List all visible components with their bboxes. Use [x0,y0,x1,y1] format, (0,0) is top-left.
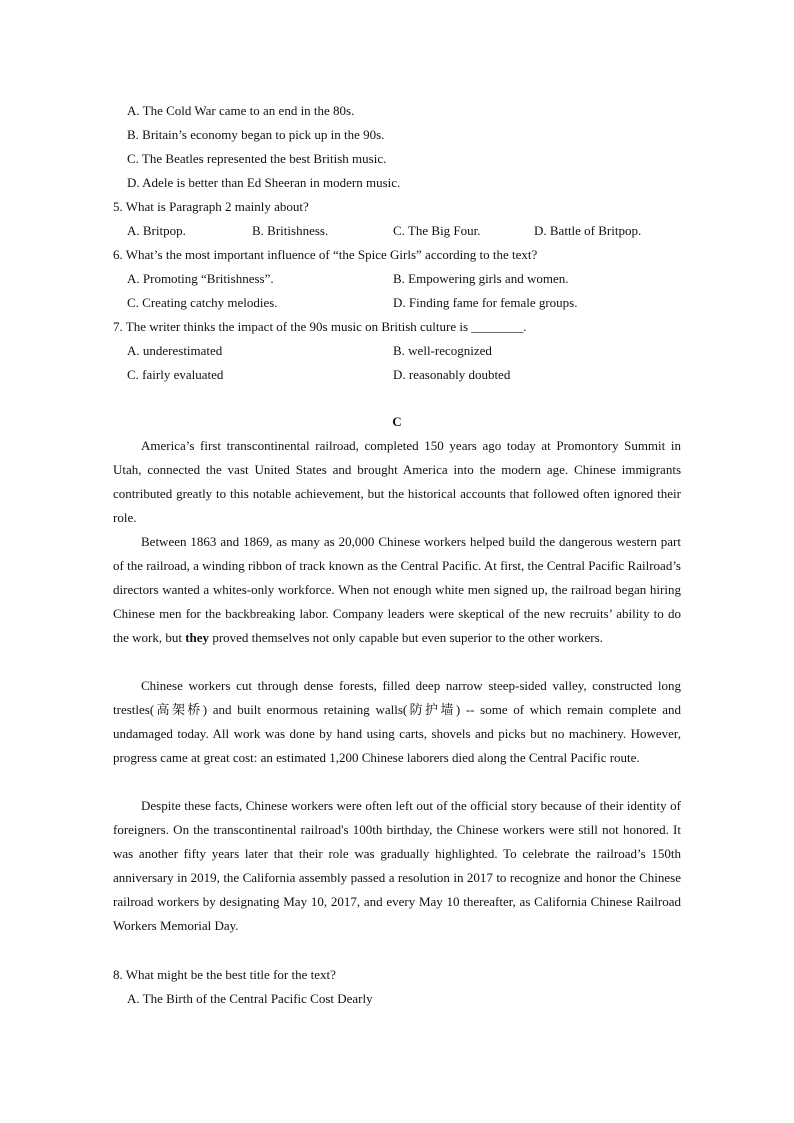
section-title: C [392,414,402,429]
passage-paragraph-3 [113,674,681,770]
q8-question: 8. What might be the best title for the text? [113,967,336,982]
q5-option-d: D. Battle of Britpop. [534,223,642,238]
q4-option-c: C. The Beatles represented the best British music. [127,151,387,166]
q7-option-b: B. well-recognized [393,343,492,358]
q4-option-b: B. Britain’s economy began to pick up in the 90s. [127,127,385,142]
q6-option-d: D. Finding fame for female groups. [393,295,578,310]
q6-option-b: B. Empowering girls and women. [393,271,569,286]
passage-paragraph-2 [113,530,681,650]
q5-option-b: B. Britishness. [252,223,329,238]
q6-question: 6. What’s the most important influence of “the Spice Girls” according to the text? [113,247,538,262]
q6-option-c: C. Creating catchy melodies. [127,295,278,310]
paragraph-4-text: Despite these facts, Chinese workers were often left out of the official story because of their identity of foreigners. On the transcontinental railroad's 100th birthday, the Chinese workers were still not honored. It was another fifty years later that their role was gradually highlighted. To celebrate the railroad’s 150th anniversary in 2019, the California assembly passed a resolution in 2017 to recognize and honor the Chinese railroad workers by designating May 10, 2017, and every May 10 thereafter, as California Chinese Railroad Workers Memorial Day. [113,798,681,933]
paragraph-2-bold-word: they [185,630,210,645]
q7-option-c: C. fairly evaluated [127,367,224,382]
q7-option-a: A. underestimated [127,343,223,358]
q5-option-a: A. Britpop. [127,223,186,238]
q7-option-d: D. reasonably doubted [393,367,511,382]
passage-paragraph-1 [113,434,681,530]
paragraph-2-text-end: proved themselves not only capable but even superior to the other workers. [209,630,603,645]
paragraph-3-text: Chinese workers cut through dense forests, filled deep narrow steep-sided valley, constructed long trestles(高架桥) and built enormous retaining walls(防护墙) -- some of which remain complete and undamaged today. All work was done by hand using carts, shovels and picks but no machinery. However, progress came at great cost: an estimated 1,200 Chinese laborers died along the Central Pacific route. [113,678,681,765]
q5-option-c: C. The Big Four. [393,223,481,238]
q4-option-d: D. Adele is better than Ed Sheeran in modern music. [127,175,401,190]
q6-option-a: A. Promoting “Britishness”. [127,271,274,286]
paragraph-1-text: America’s first transcontinental railroad, completed 150 years ago today at Promontory Summit in Utah, connected the vast United States and brought America into the modern age. Chinese immigrants contributed greatly to this notable achievement, but the historical accounts that followed often ignored their role. [113,438,681,525]
q8-option-a: A. The Birth of the Central Pacific Cost Dearly [127,991,373,1006]
q7-question: 7. The writer thinks the impact of the 90s music on British culture is ________. [113,319,527,334]
q5-question: 5. What is Paragraph 2 mainly about? [113,199,309,214]
passage-paragraph-4 [113,794,681,938]
paragraph-2-text-start: Between 1863 and 1869, as many as 20,000 Chinese workers helped build the dangerous western part of the railroad, a winding ribbon of track known as the Central Pacific. At first, the Central Pacific Railroad’s directors wanted a whites-only workforce. When not enough white men signed up, the railroad began hiring Chinese men for the backbreaking labor. Company leaders were skeptical of the new recruits’ ability to do the work, but [113,534,681,645]
q4-option-a: A. The Cold War came to an end in the 80s. [127,103,355,118]
